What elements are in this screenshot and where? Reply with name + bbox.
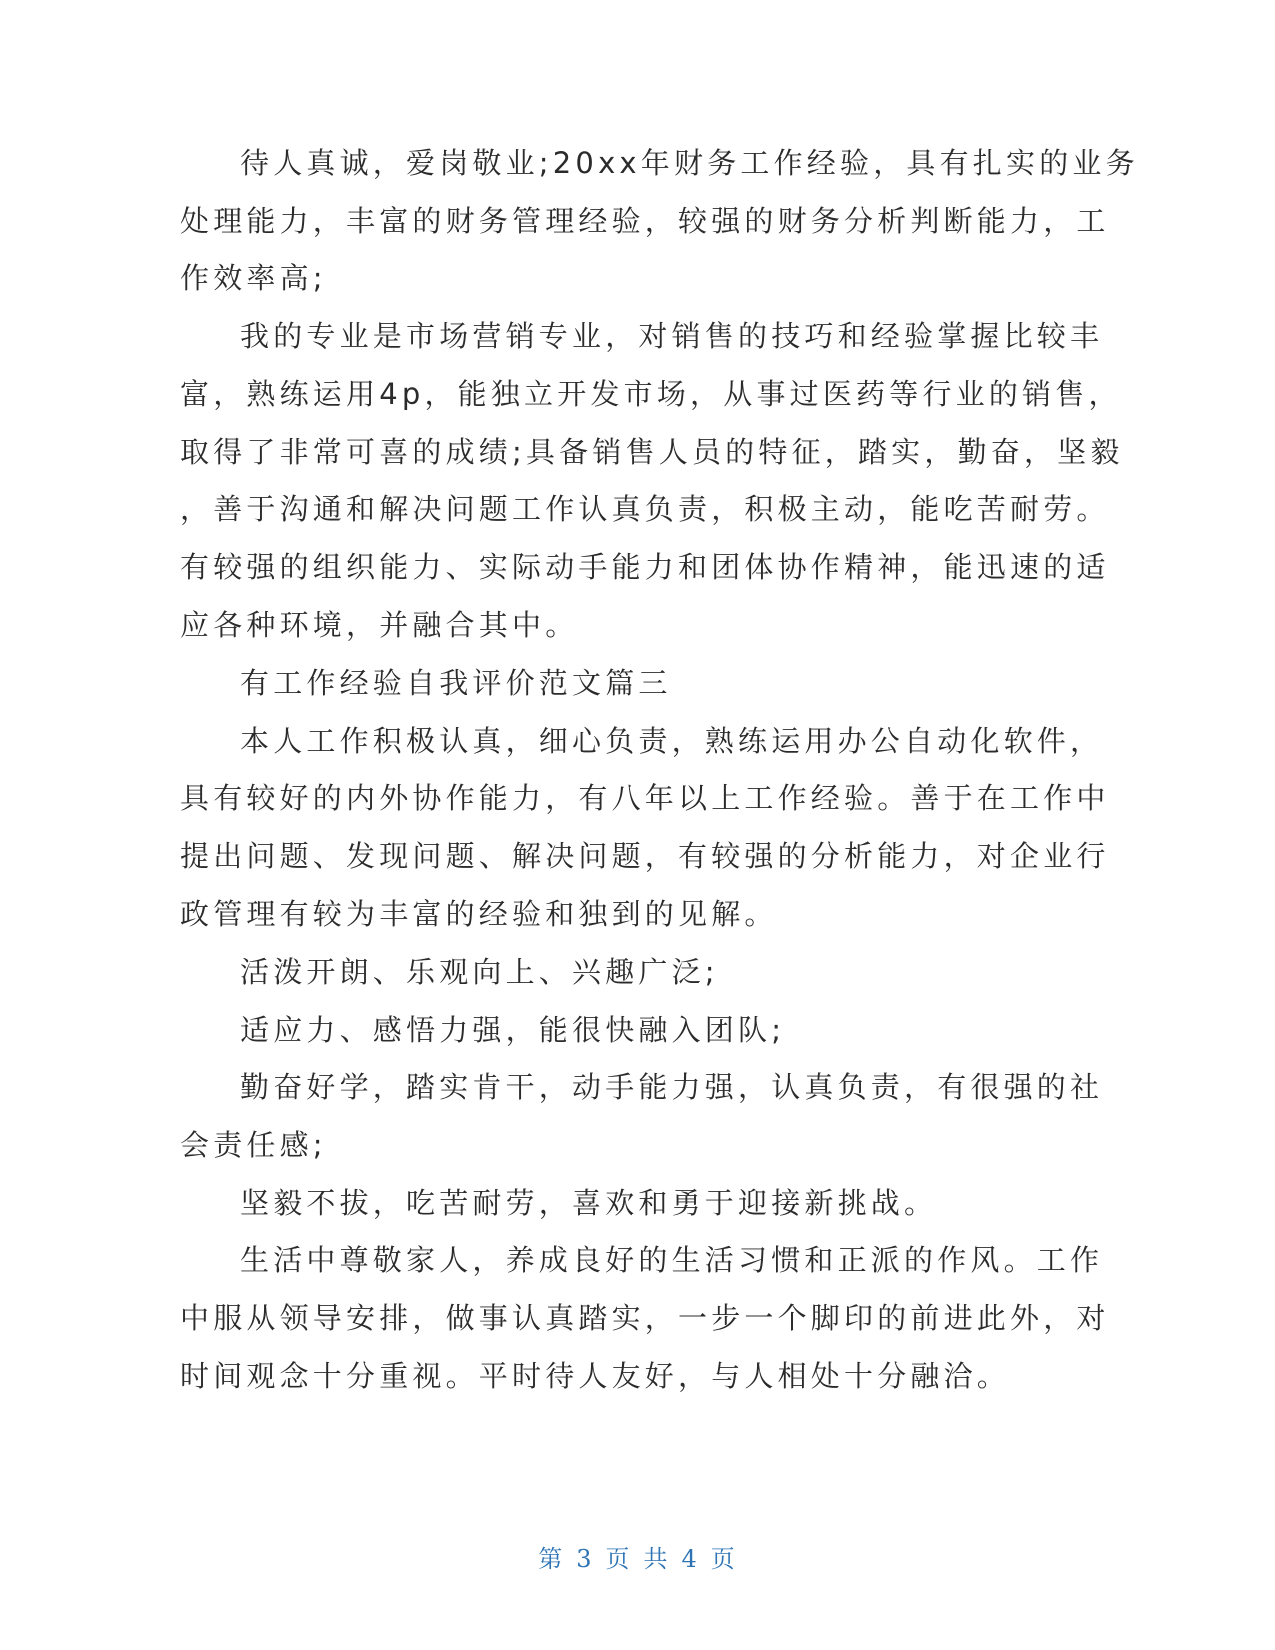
page-number-footer [0, 1544, 1275, 1574]
paragraph-line: 本人工作积极认真，细心负责，熟练运用办公自动化软件， [240, 724, 1104, 758]
paragraph-line: 处理能力，丰富的财务管理经验，较强的财务分析判断能力，工 [180, 204, 1110, 238]
footer-prefix: 第 [538, 1545, 565, 1573]
paragraph-line: 取得了非常可喜的成绩;具备销售人员的特征，踏实，勤奋，坚毅 [180, 435, 1124, 469]
footer-page-unit: 页 [605, 1545, 632, 1573]
paragraph-line: 富，熟练运用4p，能独立开发市场，从事过医药等行业的销售， [180, 377, 1122, 411]
current-page-number: 3 [576, 1545, 594, 1573]
paragraph-line: 提出问题、发现问题、解决问题，有较强的分析能力，对企业行 [180, 839, 1110, 873]
paragraph-line: 会责任感; [180, 1128, 327, 1162]
paragraph-line: 作效率高; [180, 261, 327, 295]
paragraph-line: 生活中尊敬家人，养成良好的生活习惯和正派的作风。工作 [240, 1243, 1104, 1277]
paragraph-line: 中服从领导安排，做事认真踏实，一步一个脚印的前进此外，对 [180, 1301, 1110, 1335]
paragraph-line: 待人真诚，爱岗敬业;20xx年财务工作经验，具有扎实的业务 [240, 146, 1139, 180]
paragraph-line: 适应力、感悟力强，能很快融入团队; [240, 1013, 786, 1047]
paragraph-line: 活泼开朗、乐观向上、兴趣广泛; [240, 955, 719, 989]
paragraph-line: ，善于沟通和解决问题工作认真负责，积极主动，能吃苦耐劳。 [180, 492, 1110, 526]
section-heading: 有工作经验自我评价范文篇三 [240, 666, 672, 700]
paragraph-line: 坚毅不拔，吃苦耐劳，喜欢和勇于迎接新挑战。 [240, 1186, 938, 1220]
paragraph-line: 具有较好的内外协作能力，有八年以上工作经验。善于在工作中 [180, 781, 1110, 815]
paragraph-line: 应各种环境，并融合其中。 [180, 608, 579, 642]
paragraph-line: 有较强的组织能力、实际动手能力和团体协作精神，能迅速的适 [180, 550, 1110, 584]
paragraph-line: 政管理有较为丰富的经验和独到的见解。 [180, 897, 778, 931]
total-page-count: 4 [681, 1545, 699, 1573]
footer-total-unit: 页 [710, 1545, 737, 1573]
paragraph-line: 时间观念十分重视。平时待人友好，与人相处十分融洽。 [180, 1359, 1011, 1393]
paragraph-line: 我的专业是市场营销专业，对销售的技巧和经验掌握比较丰 [240, 319, 1104, 353]
footer-total-prefix: 共 [643, 1545, 670, 1573]
paragraph-line: 勤奋好学，踏实肯干，动手能力强，认真负责，有很强的社 [240, 1070, 1104, 1104]
